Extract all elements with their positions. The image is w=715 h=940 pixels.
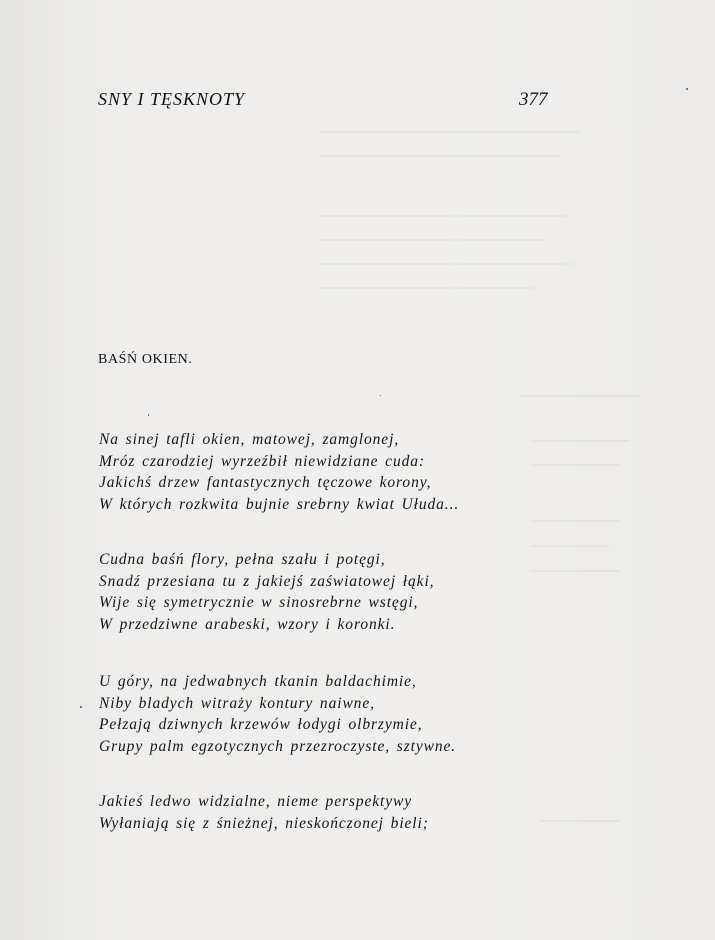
verse-line: Grupy palm egzotycznych przezroczyste, sztywne. [99,737,457,755]
paper-speck [686,88,688,90]
bleed-through-line [520,395,640,397]
poem-title: BAŚŃ OKIEN. [98,352,193,367]
verse-line: Na sinej tafli okien, matowej, zamglonej, [99,431,400,448]
bleed-through-line [320,131,580,133]
bleed-through-line [530,570,620,572]
bleed-through-line [530,520,620,522]
paper-speck [148,414,149,416]
stanza [99,549,434,635]
stanza [99,791,429,834]
paper-speck [80,706,82,708]
verse-line: W przedziwne arabeski, wzory i koronki. [99,615,396,633]
verse-line: W których rozkwita bujnie srebrny kwiat Ułuda... [99,495,460,513]
verse-line: Wyłaniają się z śnieżnej, nieskończonej bieli; [99,814,429,832]
bleed-through-line [318,239,548,241]
bleed-through-line [318,287,533,289]
bleed-through-line [530,545,610,547]
bleed-through-line [318,215,568,217]
running-title: SNY I TĘSKNOTY [98,89,246,109]
stanza [99,429,459,515]
page-number: 377 [519,89,548,110]
verse-line: Jakichś drzew fantastycznych tęczowe korony, [99,474,432,491]
verse-line: U góry, na jedwabnych tkanin baldachimie, [99,673,417,690]
paper-speck [380,395,381,396]
verse-line: Cudna baśń flory, pełna szału i potęgi, [99,551,386,568]
stanza [99,671,456,757]
bleed-through-line [530,440,630,442]
bleed-through-line [530,464,620,466]
bleed-through-line [318,263,573,265]
bleed-through-line [540,820,620,822]
verse-line: Jakieś ledwo widzialne, nieme perspektywy [99,793,413,810]
verse-line: Pełzają dziwnych krzewów łodygi olbrzymie, [99,716,423,733]
verse-line: Niby bladych witraży kontury naiwne, [99,694,375,712]
verse-line: Wije się symetrycznie w sinosrebrne wstęgi, [99,594,419,611]
verse-line: Snadź przesiana tu z jakiejś zaświatowej łąki, [99,572,435,590]
verse-line: Mróz czarodziej wyrzeźbił niewidziane cuda: [99,452,425,470]
bleed-through-line [320,155,560,157]
